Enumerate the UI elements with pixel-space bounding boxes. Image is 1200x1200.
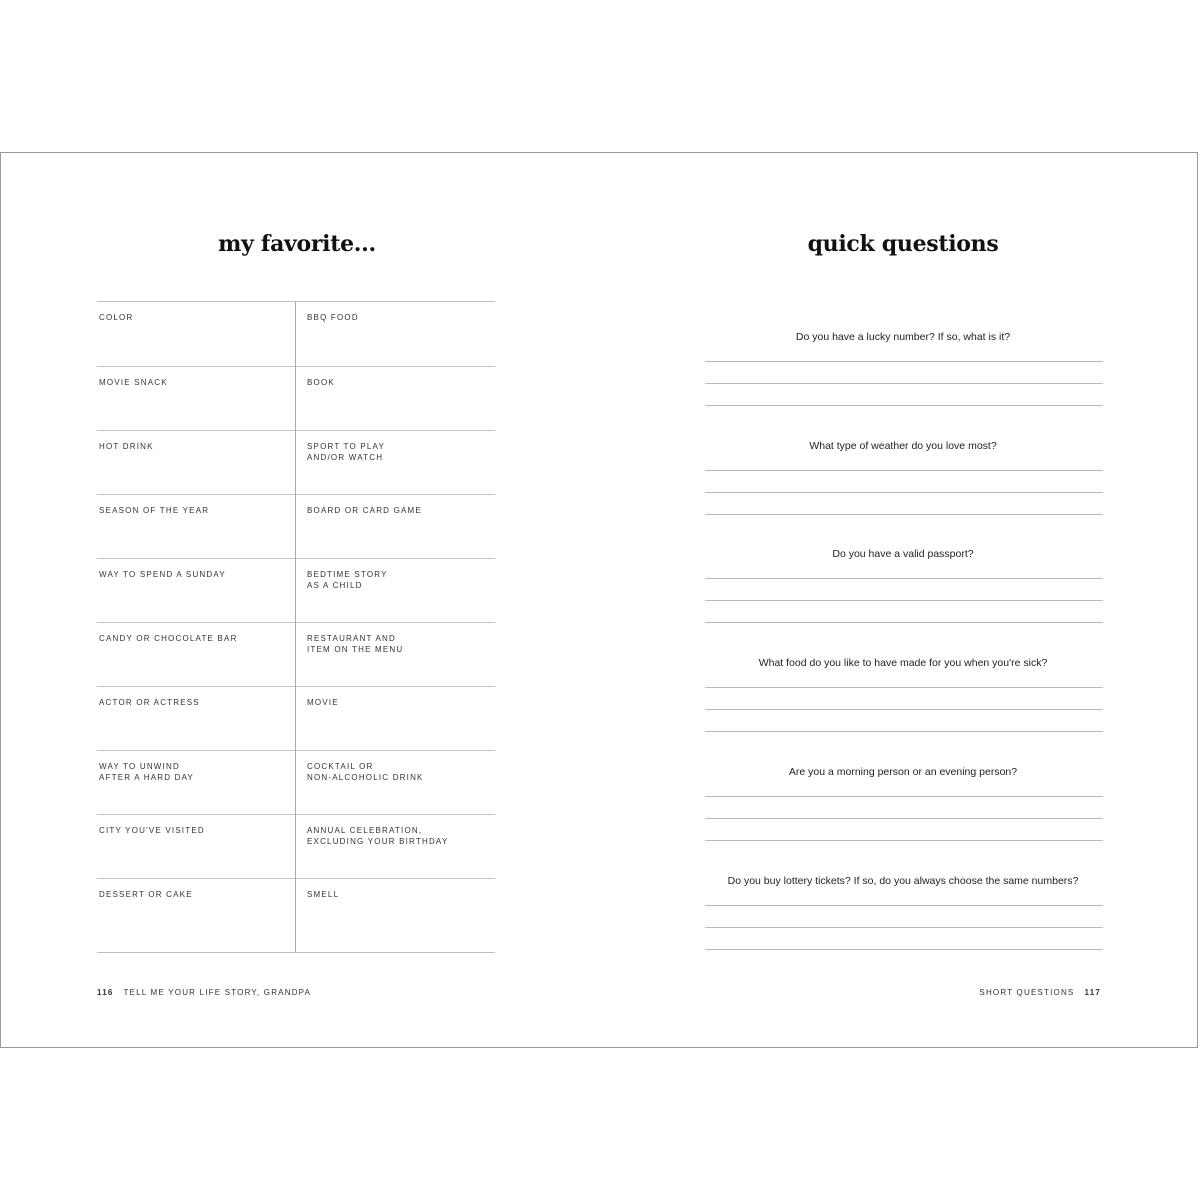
favorite-label: SEASON OF THE YEAR (99, 506, 210, 515)
answer-line (705, 361, 1103, 362)
table-row (97, 494, 495, 558)
answer-line (705, 470, 1103, 471)
page-number: 116 (97, 988, 114, 997)
question-text: What food do you like to have made for you when you're sick? (758, 657, 1048, 669)
favorite-label: ANNUAL CELEBRATION, EXCLUDING YOUR BIRTHDAY (307, 826, 449, 846)
favorite-label: BOARD OR CARD GAME (307, 506, 422, 515)
page-title-favorites: my favorite... (218, 231, 376, 257)
question-block (703, 873, 1103, 950)
table-row (97, 302, 495, 366)
answer-line (705, 622, 1103, 623)
table-row (97, 878, 495, 952)
footer-left (97, 988, 311, 997)
answer-line (705, 927, 1103, 928)
favorite-label: MOVIE (307, 698, 339, 707)
answer-line (705, 731, 1103, 732)
answer-line (705, 687, 1103, 688)
question-text: Are you a morning person or an evening person? (788, 766, 1018, 778)
answer-line (705, 383, 1103, 384)
page-number: 117 (1084, 988, 1101, 997)
favorite-label: SMELL (307, 890, 340, 899)
favorite-label: HOT DRINK (99, 442, 154, 451)
table-row (97, 814, 495, 878)
page-title-quick-questions: quick questions (807, 231, 999, 257)
running-footer: SHORT QUESTIONS (979, 988, 1075, 997)
question-block (703, 438, 1103, 515)
answer-line (705, 492, 1103, 493)
answer-line (705, 905, 1103, 906)
question-block (703, 546, 1103, 623)
question-text: Do you have a lucky number? If so, what is it? (795, 331, 1011, 343)
question-block (703, 329, 1103, 406)
question-text: What type of weather do you love most? (809, 440, 997, 452)
answer-line (705, 578, 1103, 579)
answer-line (705, 818, 1103, 819)
answer-line (705, 796, 1103, 797)
favorite-label: ACTOR OR ACTRESS (99, 698, 200, 707)
favorite-label: COLOR (99, 313, 134, 322)
answer-line (705, 405, 1103, 406)
favorite-label: BBQ FOOD (307, 313, 359, 322)
table-row (97, 622, 495, 686)
table-row (97, 558, 495, 622)
running-footer: TELL ME YOUR LIFE STORY, GRANDPA (123, 988, 312, 997)
favorites-grid (97, 301, 495, 953)
question-text: Do you buy lottery tickets? If so, do you always choose the same numbers? (727, 875, 1079, 887)
favorite-label: BOOK (307, 378, 335, 387)
favorite-label: BEDTIME STORY AS A CHILD (307, 570, 388, 590)
favorite-label: WAY TO SPEND A SUNDAY (99, 570, 226, 579)
favorite-label: SPORT TO PLAY AND/OR WATCH (307, 442, 385, 462)
favorite-label: CANDY OR CHOCOLATE BAR (99, 634, 238, 643)
favorite-label: COCKTAIL OR NON-ALCOHOLIC DRINK (307, 762, 424, 782)
table-row (97, 686, 495, 750)
question-block (703, 655, 1103, 732)
question-text: Do you have a valid passport? (832, 548, 974, 560)
answer-line (705, 600, 1103, 601)
favorite-label: CITY YOU'VE VISITED (99, 826, 205, 835)
footer-right (979, 988, 1101, 997)
answer-line (705, 709, 1103, 710)
favorite-label: DESSERT OR CAKE (99, 890, 193, 899)
answer-line (705, 840, 1103, 841)
answer-line (705, 514, 1103, 515)
question-block (703, 764, 1103, 841)
favorite-label: WAY TO UNWIND AFTER A HARD DAY (99, 762, 195, 782)
answer-line (705, 949, 1103, 950)
table-row (97, 430, 495, 494)
favorite-label: RESTAURANT AND ITEM ON THE MENU (307, 634, 404, 654)
table-row (97, 366, 495, 430)
favorite-label: MOVIE SNACK (99, 378, 168, 387)
table-row (97, 750, 495, 814)
book-spread (0, 152, 1198, 1048)
